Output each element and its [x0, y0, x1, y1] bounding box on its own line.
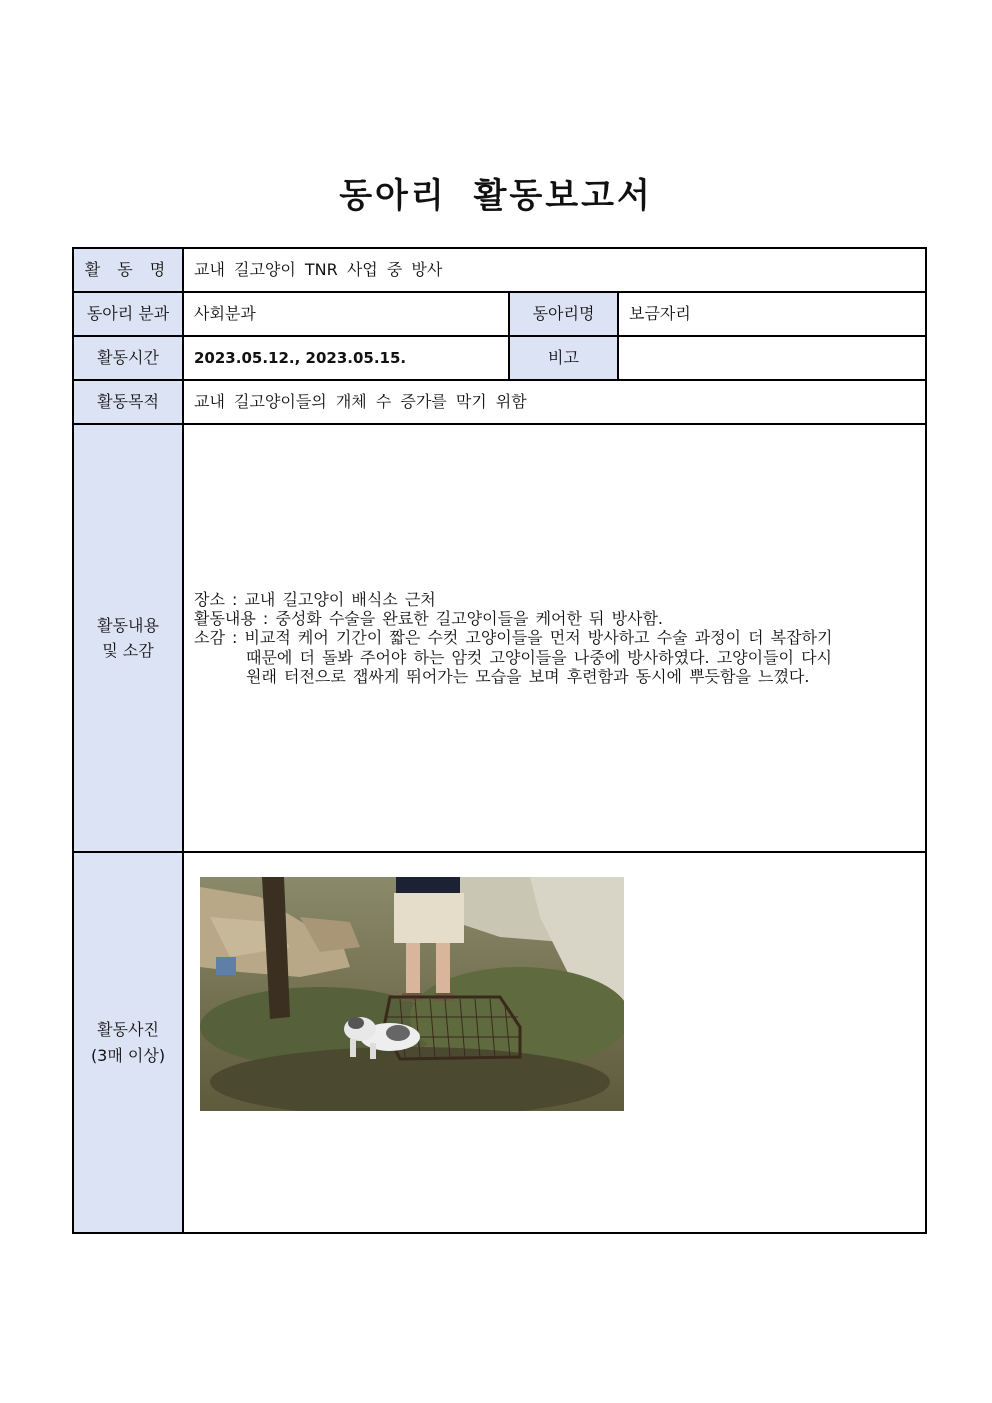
activity-photo — [200, 877, 624, 1111]
photos-label-line1: 활동사진 — [97, 1020, 159, 1040]
activity-name-label-text: 활 동 명 — [84, 260, 172, 280]
content-activity: 활동내용 : 중성화 수술을 완료한 길고양이들을 케어한 뒤 방사함. — [194, 609, 664, 629]
photos-cell — [183, 852, 926, 1233]
activity-name-value: 교내 길고양이 TNR 사업 중 방사 — [183, 248, 926, 292]
content-label-line1: 활동내용 — [97, 615, 159, 635]
content-label-line2: 및 소감 — [102, 641, 154, 660]
content-thoughts-line3: 원래 터전으로 잽싸게 뛰어가는 모습을 보며 후련함과 동시에 뿌듯함을 느꼈다. — [246, 666, 810, 686]
row-content — [73, 424, 926, 852]
content-thoughts-line2: 때문에 더 돌봐 주어야 하는 암컷 고양이들을 나중에 방사하였다. 고양이들이 다시 — [246, 647, 832, 667]
photos-label-line2: (3매 이상) — [90, 1045, 166, 1065]
division-label: 동아리 분과 — [73, 292, 183, 336]
remarks-value — [618, 336, 926, 380]
time-label: 활동시간 — [73, 336, 183, 380]
photos-label — [73, 852, 183, 1233]
content-body — [183, 424, 926, 852]
content-thoughts-line1: 소감 : 비교적 케어 기간이 짧은 수컷 고양이들을 먼저 방사하고 수술 과정이 더 복잡하기 — [194, 628, 833, 648]
activity-name-label — [73, 248, 183, 292]
content-label — [73, 424, 183, 852]
row-photos — [73, 852, 926, 1233]
remarks-label: 비고 — [509, 336, 618, 380]
purpose-value: 교내 길고양이들의 개체 수 증가를 막기 위함 — [183, 380, 926, 424]
page-title: 동아리 활동보고서 — [339, 176, 653, 216]
report-table — [72, 247, 927, 1234]
row-division — [73, 292, 926, 336]
purpose-label: 활동목적 — [73, 380, 183, 424]
row-purpose — [73, 380, 926, 424]
club-name-value: 보금자리 — [618, 292, 926, 336]
time-value: 2023.05.12., 2023.05.15. — [183, 336, 509, 380]
row-time — [73, 336, 926, 380]
division-value: 사회분과 — [183, 292, 509, 336]
row-activity-name — [73, 248, 926, 292]
club-name-label: 동아리명 — [509, 292, 618, 336]
content-place: 장소 : 교내 길고양이 배식소 근처 — [194, 590, 436, 610]
